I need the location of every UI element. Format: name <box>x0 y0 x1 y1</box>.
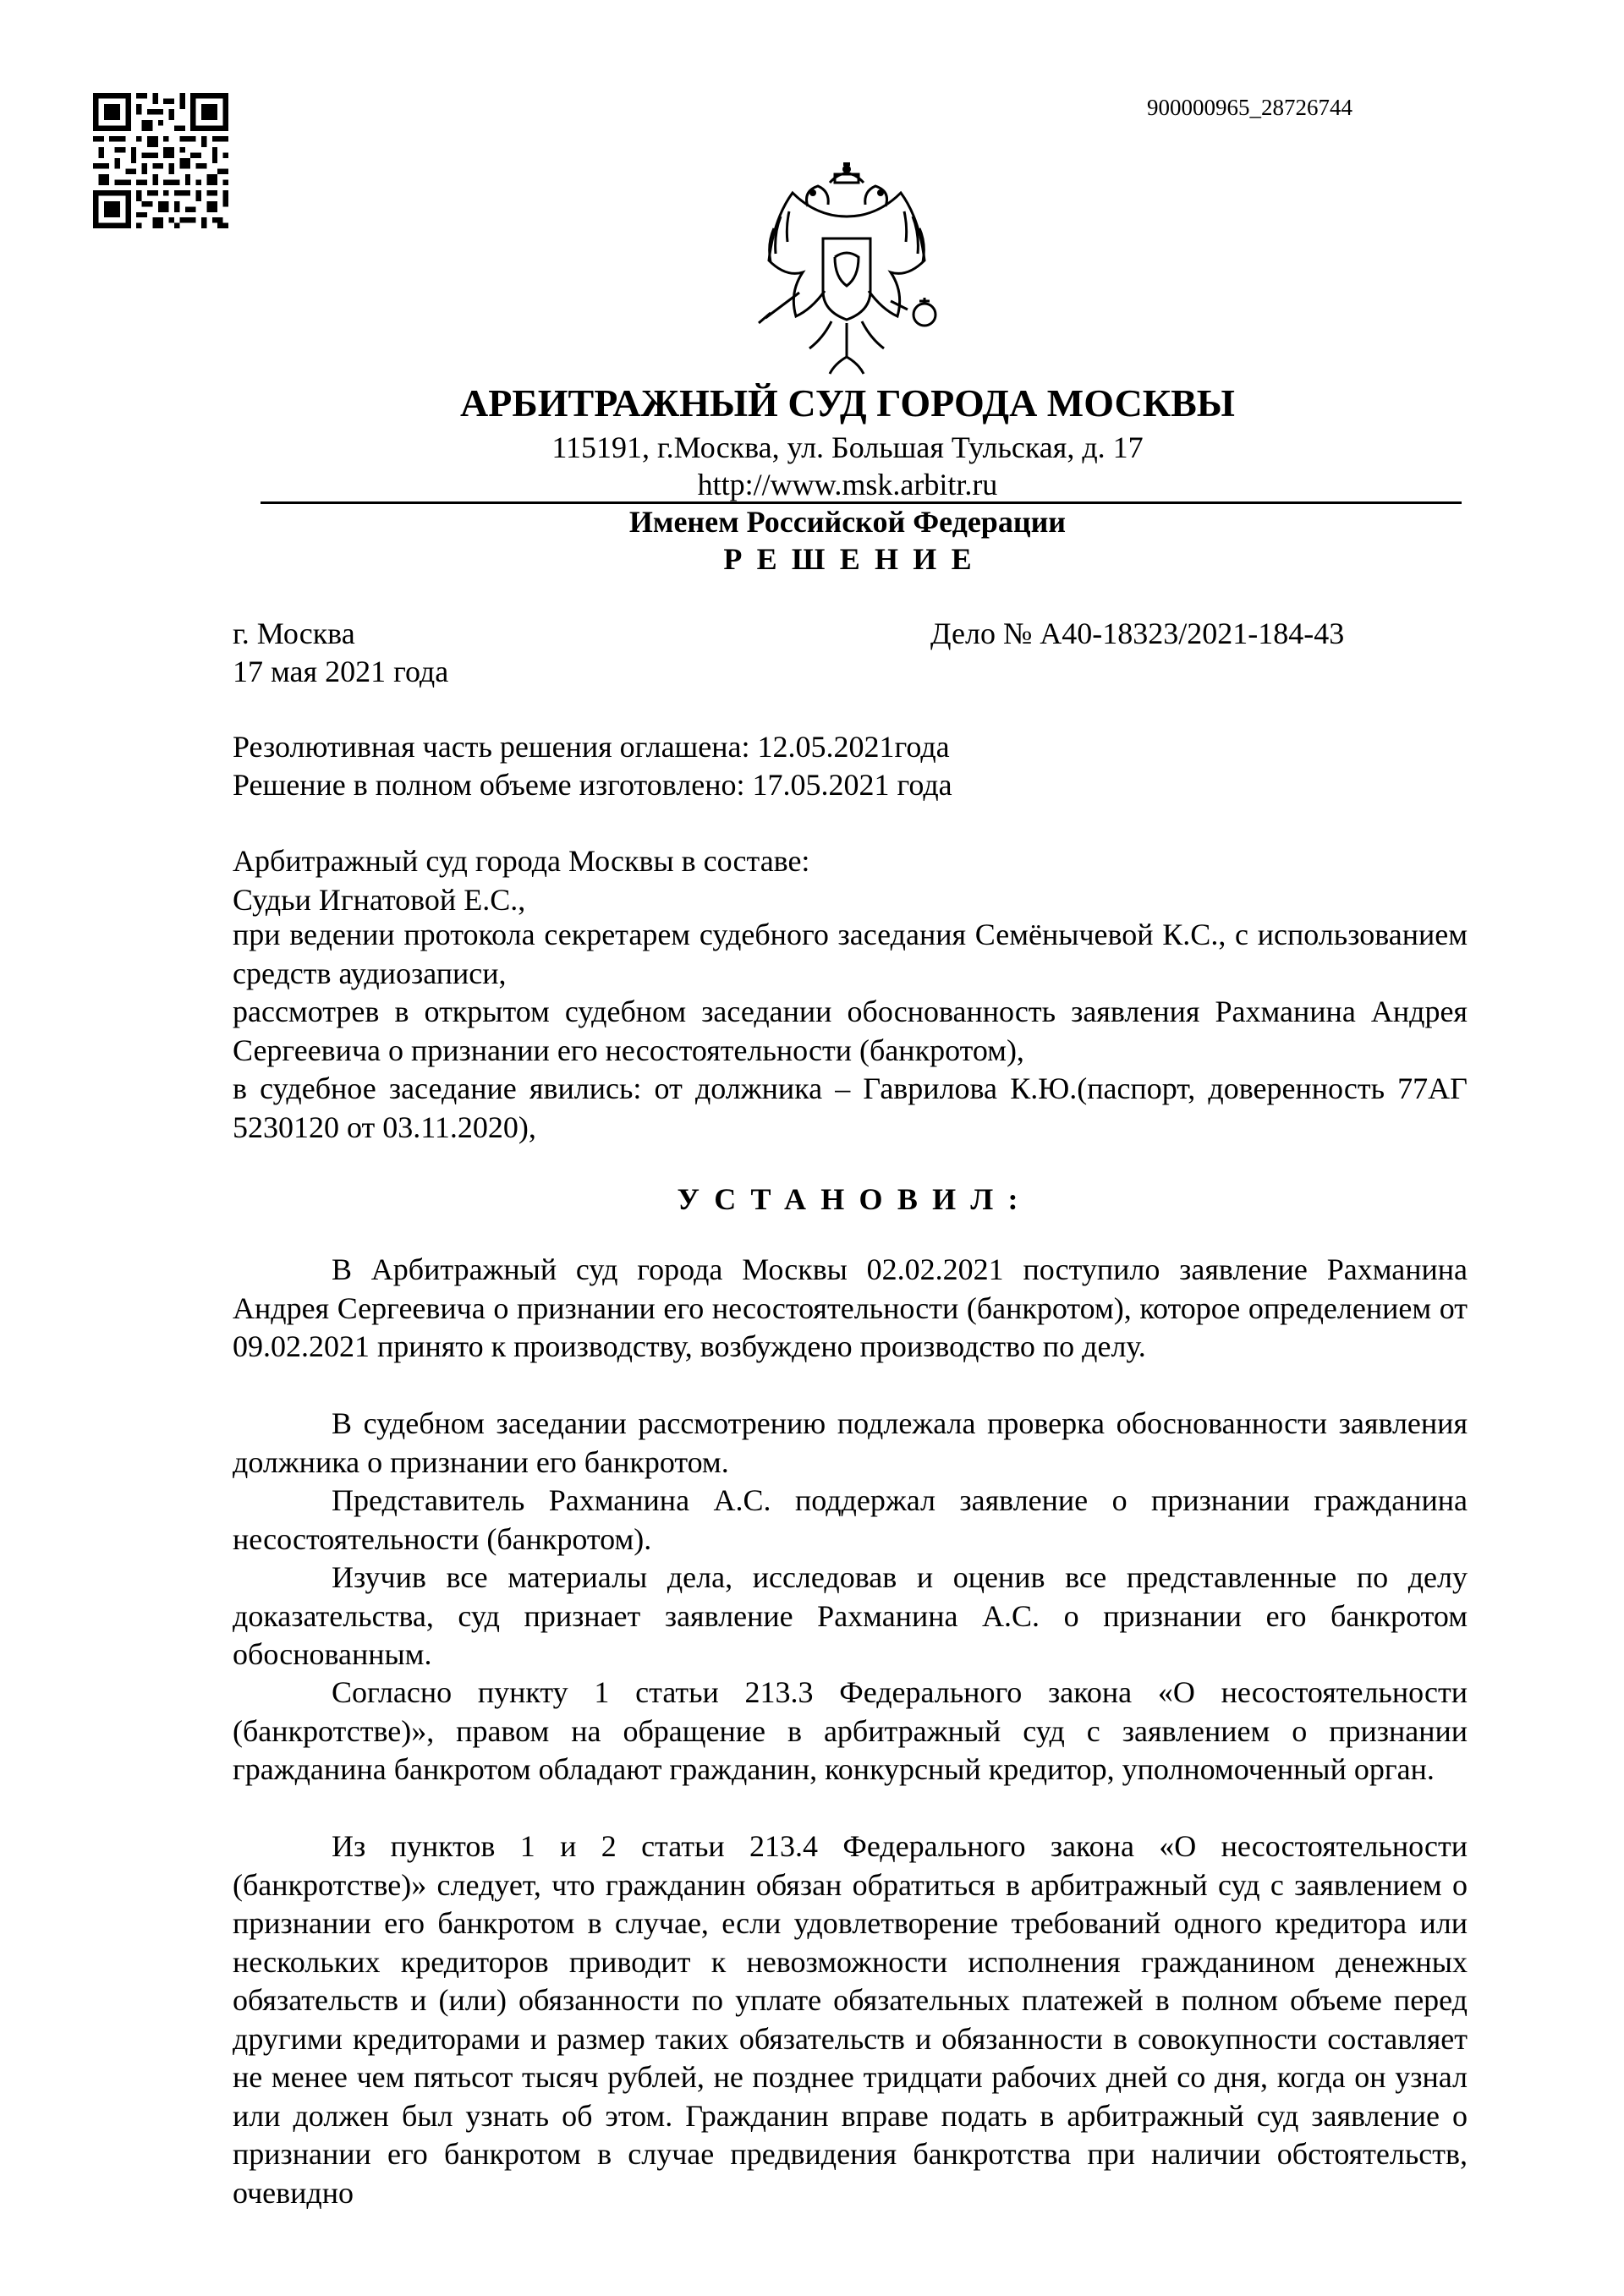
in-name-heading: Именем Российской Федерации <box>628 505 1067 539</box>
paragraph: Изучив все материалы дела, исследовав и оценив все представленные по делу доказательства, суд признает заявление Рахманина А.С. о признании его банкротом обоснованным. <box>233 1560 1468 1671</box>
paragraph: Представитель Рахманина А.С. поддержал заявление о признании гражданина несостоятельности (банкротом). <box>233 1483 1468 1556</box>
decision-date: 17 мая 2021 года <box>233 655 449 688</box>
protocol-clause: при ведении протокола секретарем судебного заседания Семёнычевой К.С., с использованием средств аудиозаписи, <box>233 918 1468 990</box>
coat-of-arms-icon <box>747 157 946 379</box>
paragraph: В судебном заседании рассмотрению подлежала проверка обоснованности заявления должника о признании его банкротом. <box>233 1406 1468 1479</box>
decision-title: РЕШЕНИЕ <box>723 542 986 576</box>
court-address: 115191, г.Москва, ул. Большая Тульская, д. 17 <box>551 430 1144 464</box>
paragraph: Согласно пункту 1 статьи 213.3 Федерального закона «О несостоятельности (банкротстве)», правом на обращение в арбитражный суд с заявлением о признании гражданина банкротом обладают гражданин, конкурсный кредитор, уполномоченный орган. <box>233 1675 1468 1786</box>
document-number: 900000965_28726744 <box>1147 95 1352 120</box>
city: г. Москва <box>233 616 355 650</box>
attendance-clause: в судебное заседание явились: от должника – Гаврилова К.Ю.(паспорт, доверенность 77АГ 5230120 от 03.11.2020), <box>233 1071 1468 1144</box>
court-composition: Арбитражный суд города Москвы в составе: <box>233 844 810 878</box>
case-number: Дело № А40-18323/2021-184-43 <box>930 616 1345 650</box>
operative-part-date: Резолютивная часть решения оглашена: 12.05.2021года <box>233 730 950 764</box>
paragraph: В Арбитражный суд города Москвы 02.02.2021 поступило заявление Рахманина Андрея Сергеевича о признании его несостоятельности (банкротом), которое определением от 09.02.2021 принято к производству, возбуждено производство по делу. <box>233 1252 1468 1363</box>
established-heading: УСТАНОВИЛ: <box>677 1182 1033 1216</box>
paragraph: Из пунктов 1 и 2 статьи 213.4 Федерального закона «О несостоятельности (банкротстве)» следует, что гражданин обязан обратиться в арбитражный суд с заявлением о признании его банкротом в случае, если удовлетворение требований одного кредитора или нескольких кредиторов приводит к невозможности исполнения гражданином денежных обязательств и (или) обязанности по уплате обязательных платежей в полном объеме перед другими кредиторами и размер таких обязательств и обязанности в совокупности составляет не менее чем пятьсот тысяч рублей, не позднее тридцати рабочих дней со дня, когда он узнал или должен был узнать об этом. Гражданин вправе подать в арбитражный суд заявление о признании его банкротом в случае предвидения банкротства при наличии обстоятельств, очевидно <box>233 1829 1468 2210</box>
full-text-date: Решение в полном объеме изготовлено: 17.05.2021 года <box>233 768 952 802</box>
qr-code-icon <box>93 93 228 228</box>
consideration-clause: рассмотрев в открытом судебном заседании обоснованность заявления Рахманина Андрея Сергеевича о признании его несостоятельности (банкротом), <box>233 995 1468 1067</box>
court-website-link[interactable]: http://www.msk.arbitr.ru <box>697 468 998 501</box>
court-name: АРБИТРАЖНЫЙ СУД ГОРОДА МОСКВЫ <box>460 381 1235 425</box>
judge: Судьи Игнатовой Е.С., <box>233 883 526 917</box>
